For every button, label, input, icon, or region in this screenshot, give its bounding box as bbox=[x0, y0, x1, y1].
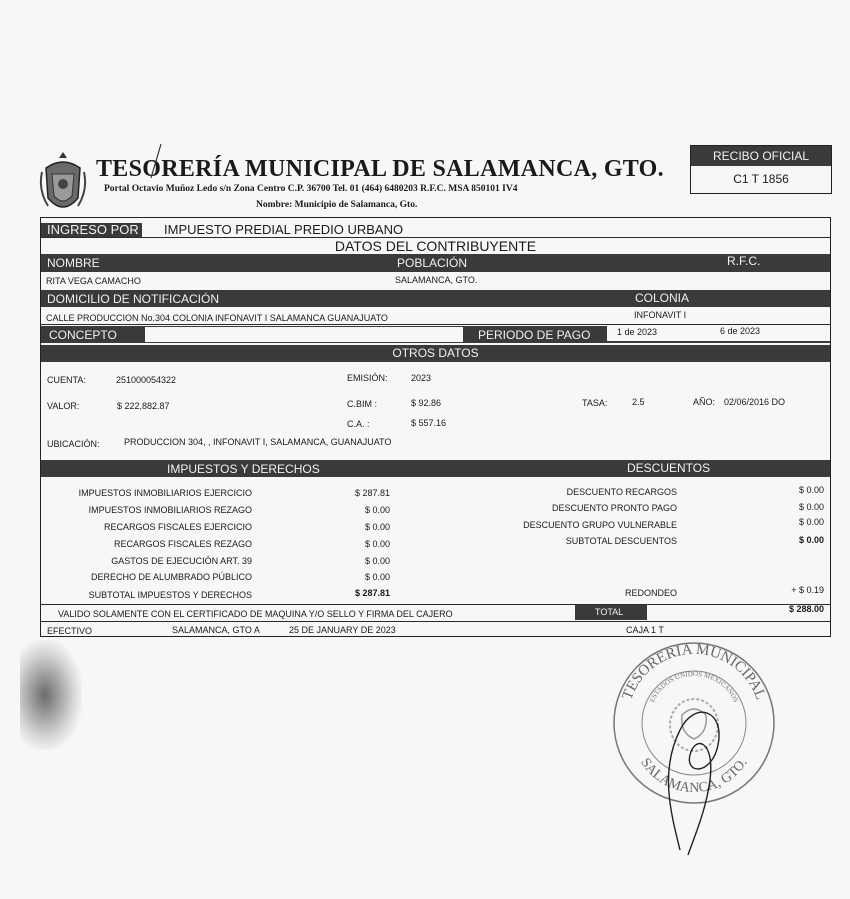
receipt-box bbox=[690, 145, 832, 194]
lugar-label: SALAMANCA, GTO A bbox=[172, 625, 260, 635]
coat-of-arms-logo bbox=[38, 150, 88, 218]
address-line: Portal Octavio Muñoz Ledo s/n Zona Centro C.P. 36700 Tel. 01 (464) 6480203 R.F.C. MSA 850101 IV4 bbox=[104, 184, 518, 194]
caja-value: CAJA 1 T bbox=[626, 625, 664, 635]
svg-text:ESTADOS UNIDOS MEXICANOS: ESTADOS UNIDOS MEXICANOS bbox=[648, 669, 740, 704]
ingreso-label: INGRESO POR bbox=[41, 223, 142, 237]
total-amount: $ 288.00 bbox=[788, 604, 824, 614]
periodo-label: PERIODO DE PAGO bbox=[478, 328, 591, 342]
anio-value: 02/06/2016 DO bbox=[724, 397, 786, 407]
impuesto-amount: $ 0.00 bbox=[365, 556, 391, 566]
valido-note: VALIDO SOLAMENTE CON EL CERTIFICADO DE MAQUINA Y/O SELLO Y FIRMA DEL CAJERO bbox=[58, 609, 453, 619]
descuento-label: DESCUENTO PRONTO PAGO bbox=[551, 503, 677, 513]
impuesto-label: DERECHO DE ALUMBRADO PÚBLICO bbox=[90, 572, 252, 582]
colonia-label: COLONIA bbox=[635, 291, 690, 305]
section-title-otros: OTROS DATOS bbox=[41, 345, 830, 362]
ca-value: $ 557.16 bbox=[411, 418, 447, 428]
descuento-label: DESCUENTO RECARGOS bbox=[566, 487, 677, 497]
cuenta-label: CUENTA: bbox=[47, 375, 86, 385]
scan-smudge bbox=[20, 640, 82, 750]
periodo-from: 1 de 2023 bbox=[617, 327, 658, 337]
descuento-label: DESCUENTO GRUPO VULNERABLE bbox=[523, 520, 677, 530]
impuesto-amount: $ 287.81 bbox=[355, 488, 391, 498]
fecha-value: 25 DE JANUARY DE 2023 bbox=[289, 625, 396, 635]
tasa-value: 2.5 bbox=[632, 397, 645, 407]
impuesto-subtotal-amount: $ 287.81 bbox=[355, 588, 391, 598]
nombre-header-bar bbox=[41, 254, 830, 272]
poblacion-label: POBLACIÓN bbox=[397, 256, 468, 270]
valor-value: $ 222,882.87 bbox=[117, 401, 170, 411]
valor-label: VALOR: bbox=[47, 401, 80, 411]
total-label: TOTAL bbox=[575, 605, 647, 620]
periodo-to: 6 de 2023 bbox=[720, 326, 761, 336]
domicilio-header-bar bbox=[41, 290, 830, 307]
pen-mark bbox=[148, 142, 164, 182]
cbim-value: $ 92.86 bbox=[411, 398, 442, 408]
descuentos-title: DESCUENTOS bbox=[627, 461, 711, 475]
nombre-value: RITA VEGA CAMACHO bbox=[46, 276, 141, 286]
cbim-label: C.BIM : bbox=[347, 399, 378, 409]
impuesto-label: RECARGOS FISCALES REZAGO bbox=[113, 539, 252, 549]
emision-label: EMISIÓN: bbox=[347, 373, 388, 383]
page-title: TESORERÍA MUNICIPAL DE SALAMANCA, GTO. bbox=[96, 156, 664, 182]
impuesto-label: IMPUESTOS INMOBILIARIOS EJERCICIO bbox=[78, 488, 252, 498]
concepto-label: CONCEPTO bbox=[49, 328, 117, 342]
impuesto-amount: $ 0.00 bbox=[365, 522, 391, 532]
descuento-amount: $ 0.00 bbox=[798, 502, 824, 512]
impuesto-amount: $ 0.00 bbox=[365, 572, 391, 582]
impuesto-amount: $ 0.00 bbox=[365, 505, 391, 515]
impuesto-label: GASTOS DE EJECUCIÓN ART. 39 bbox=[111, 556, 252, 566]
ingreso-value: IMPUESTO PREDIAL PREDIO URBANO bbox=[164, 222, 404, 237]
concepto-value-box bbox=[145, 327, 463, 342]
cuenta-value: 251000054322 bbox=[116, 375, 177, 385]
redondeo-amount: + $ 0.19 bbox=[791, 585, 824, 595]
rfc-label: R.F.C. bbox=[727, 254, 761, 268]
impuestos-header-bar bbox=[41, 460, 830, 477]
impuesto-label: IMPUESTOS INMOBILIARIOS REZAGO bbox=[88, 505, 252, 515]
domicilio-value: CALLE PRODUCCION No.304 COLONIA INFONAVIT I SALAMANCA GUANAJUATO bbox=[46, 313, 388, 323]
impuestos-title: IMPUESTOS Y DERECHOS bbox=[167, 462, 320, 476]
ubicacion-value: PRODUCCION 304, , INFONAVIT I, SALAMANCA, GUANAJUATO bbox=[124, 437, 392, 447]
descuento-subtotal-amount: $ 0.00 bbox=[798, 535, 824, 545]
colonia-value: INFONAVIT I bbox=[634, 310, 687, 320]
redondeo-label: REDONDEO bbox=[624, 588, 677, 598]
ubicacion-label: UBICACIÓN: bbox=[47, 439, 100, 449]
ca-label: C.A. : bbox=[347, 419, 370, 429]
descuento-subtotal-label: SUBTOTAL DESCUENTOS bbox=[565, 536, 677, 546]
impuesto-label: RECARGOS FISCALES EJERCICIO bbox=[103, 522, 252, 532]
name-line: Nombre: Municipio de Salamanca, Gto. bbox=[256, 200, 418, 210]
impuesto-amount: $ 0.00 bbox=[365, 539, 391, 549]
tasa-label: TASA: bbox=[582, 398, 608, 408]
nombre-label: NOMBRE bbox=[47, 256, 100, 270]
svg-text:SALAMANCA, GTO.: SALAMANCA, GTO. bbox=[637, 755, 751, 797]
efectivo-label: EFECTIVO bbox=[47, 626, 93, 636]
signature bbox=[640, 700, 740, 860]
anio-label: AÑO: bbox=[693, 397, 716, 407]
receipt-label: RECIBO OFICIAL bbox=[691, 146, 831, 166]
domicilio-label: DOMICILIO DE NOTIFICACIÓN bbox=[47, 292, 220, 306]
receipt-number: C1 T 1856 bbox=[733, 172, 789, 186]
emision-value: 2023 bbox=[411, 373, 432, 383]
section-title-datos: DATOS DEL CONTRIBUYENTE bbox=[334, 238, 537, 254]
poblacion-value: SALAMANCA, GTO. bbox=[395, 275, 478, 285]
svg-text:TESORERIA MUNICIPAL: TESORERIA MUNICIPAL bbox=[619, 641, 769, 702]
descuento-amount: $ 0.00 bbox=[798, 517, 824, 527]
impuesto-subtotal-label: SUBTOTAL IMPUESTOS Y DERECHOS bbox=[88, 590, 252, 600]
descuento-amount: $ 0.00 bbox=[798, 485, 824, 495]
